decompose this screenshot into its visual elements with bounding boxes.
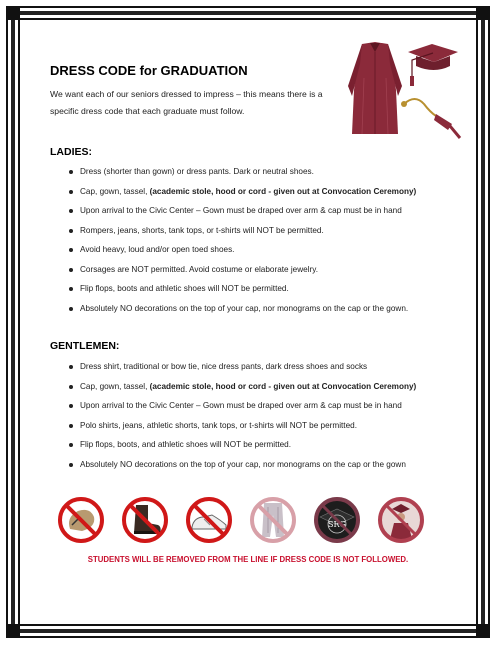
no-decorated-gown-icon <box>376 495 426 545</box>
prohibited-items-row <box>56 495 436 547</box>
no-athletic-shoes-icon <box>184 495 234 545</box>
list-item: Upon arrival to the Civic Center – Gown must be draped over arm & cap must be in hand <box>50 400 475 420</box>
list-item: Polo shirts, jeans, athletic shorts, tank tops, or t-shirts will NOT be permitted. <box>50 420 475 440</box>
no-boots-icon <box>120 495 170 545</box>
border-corner <box>476 624 488 636</box>
list-item: Dress shirt, traditional or bow tie, nice dress pants, dark dress shoes and socks <box>50 361 475 381</box>
no-monogram-cap-icon <box>312 495 362 545</box>
border-corner <box>8 624 20 636</box>
gentlemen-rules-list <box>50 361 475 478</box>
gentlemen-heading: GENTLEMEN: <box>50 340 120 352</box>
no-flip-flops-icon <box>56 495 106 545</box>
list-item: Absolutely NO decorations on the top of your cap, nor monograms on the cap or the gown. <box>50 303 475 323</box>
list-item: Dress (shorter than gown) or dress pants. Dark or neutral shoes. <box>50 166 475 186</box>
list-item: Cap, gown, tassel, (academic stole, hood or cord - given out at Convocation Ceremony) <box>50 381 475 401</box>
list-item: Upon arrival to the Civic Center – Gown must be draped over arm & cap must be in hand <box>50 205 475 225</box>
list-item: Flip flops, boots, and athletic shoes will NOT be permitted. <box>50 439 475 459</box>
border-corner <box>476 8 488 20</box>
list-item: Cap, gown, tassel, (academic stole, hood or cord - given out at Convocation Ceremony) <box>50 186 475 206</box>
intro-paragraph: We want each of our seniors dressed to impress – this means there is a specific dress code that each graduate must follow. <box>50 89 323 116</box>
graduation-attire-illustration <box>340 38 465 143</box>
gown-icon <box>348 42 402 134</box>
list-item: Flip flops, boots and athletic shoes will NOT be permitted. <box>50 283 475 303</box>
removal-warning: STUDENTS WILL BE REMOVED FROM THE LINE IF DRESS CODE IS NOT FOLLOWED. <box>87 555 409 564</box>
tassel-icon <box>401 99 460 138</box>
list-item: Corsages are NOT permitted. Avoid costume or elaborate jewelry. <box>50 264 475 284</box>
monogram-text: SRG <box>328 520 346 529</box>
mortarboard-cap-icon <box>408 44 458 86</box>
page-title: DRESS CODE for GRADUATION <box>50 63 248 78</box>
list-item: Avoid heavy, loud and/or open toed shoes. <box>50 244 475 264</box>
ladies-heading: LADIES: <box>50 146 92 158</box>
list-item: Absolutely NO decorations on the top of your cap, nor monograms on the cap or the gown <box>50 459 475 479</box>
border-corner <box>8 8 20 20</box>
no-jeans-icon <box>248 495 298 545</box>
list-item: Rompers, jeans, shorts, tank tops, or t-shirts will NOT be permitted. <box>50 225 475 245</box>
ladies-rules-list <box>50 166 475 322</box>
